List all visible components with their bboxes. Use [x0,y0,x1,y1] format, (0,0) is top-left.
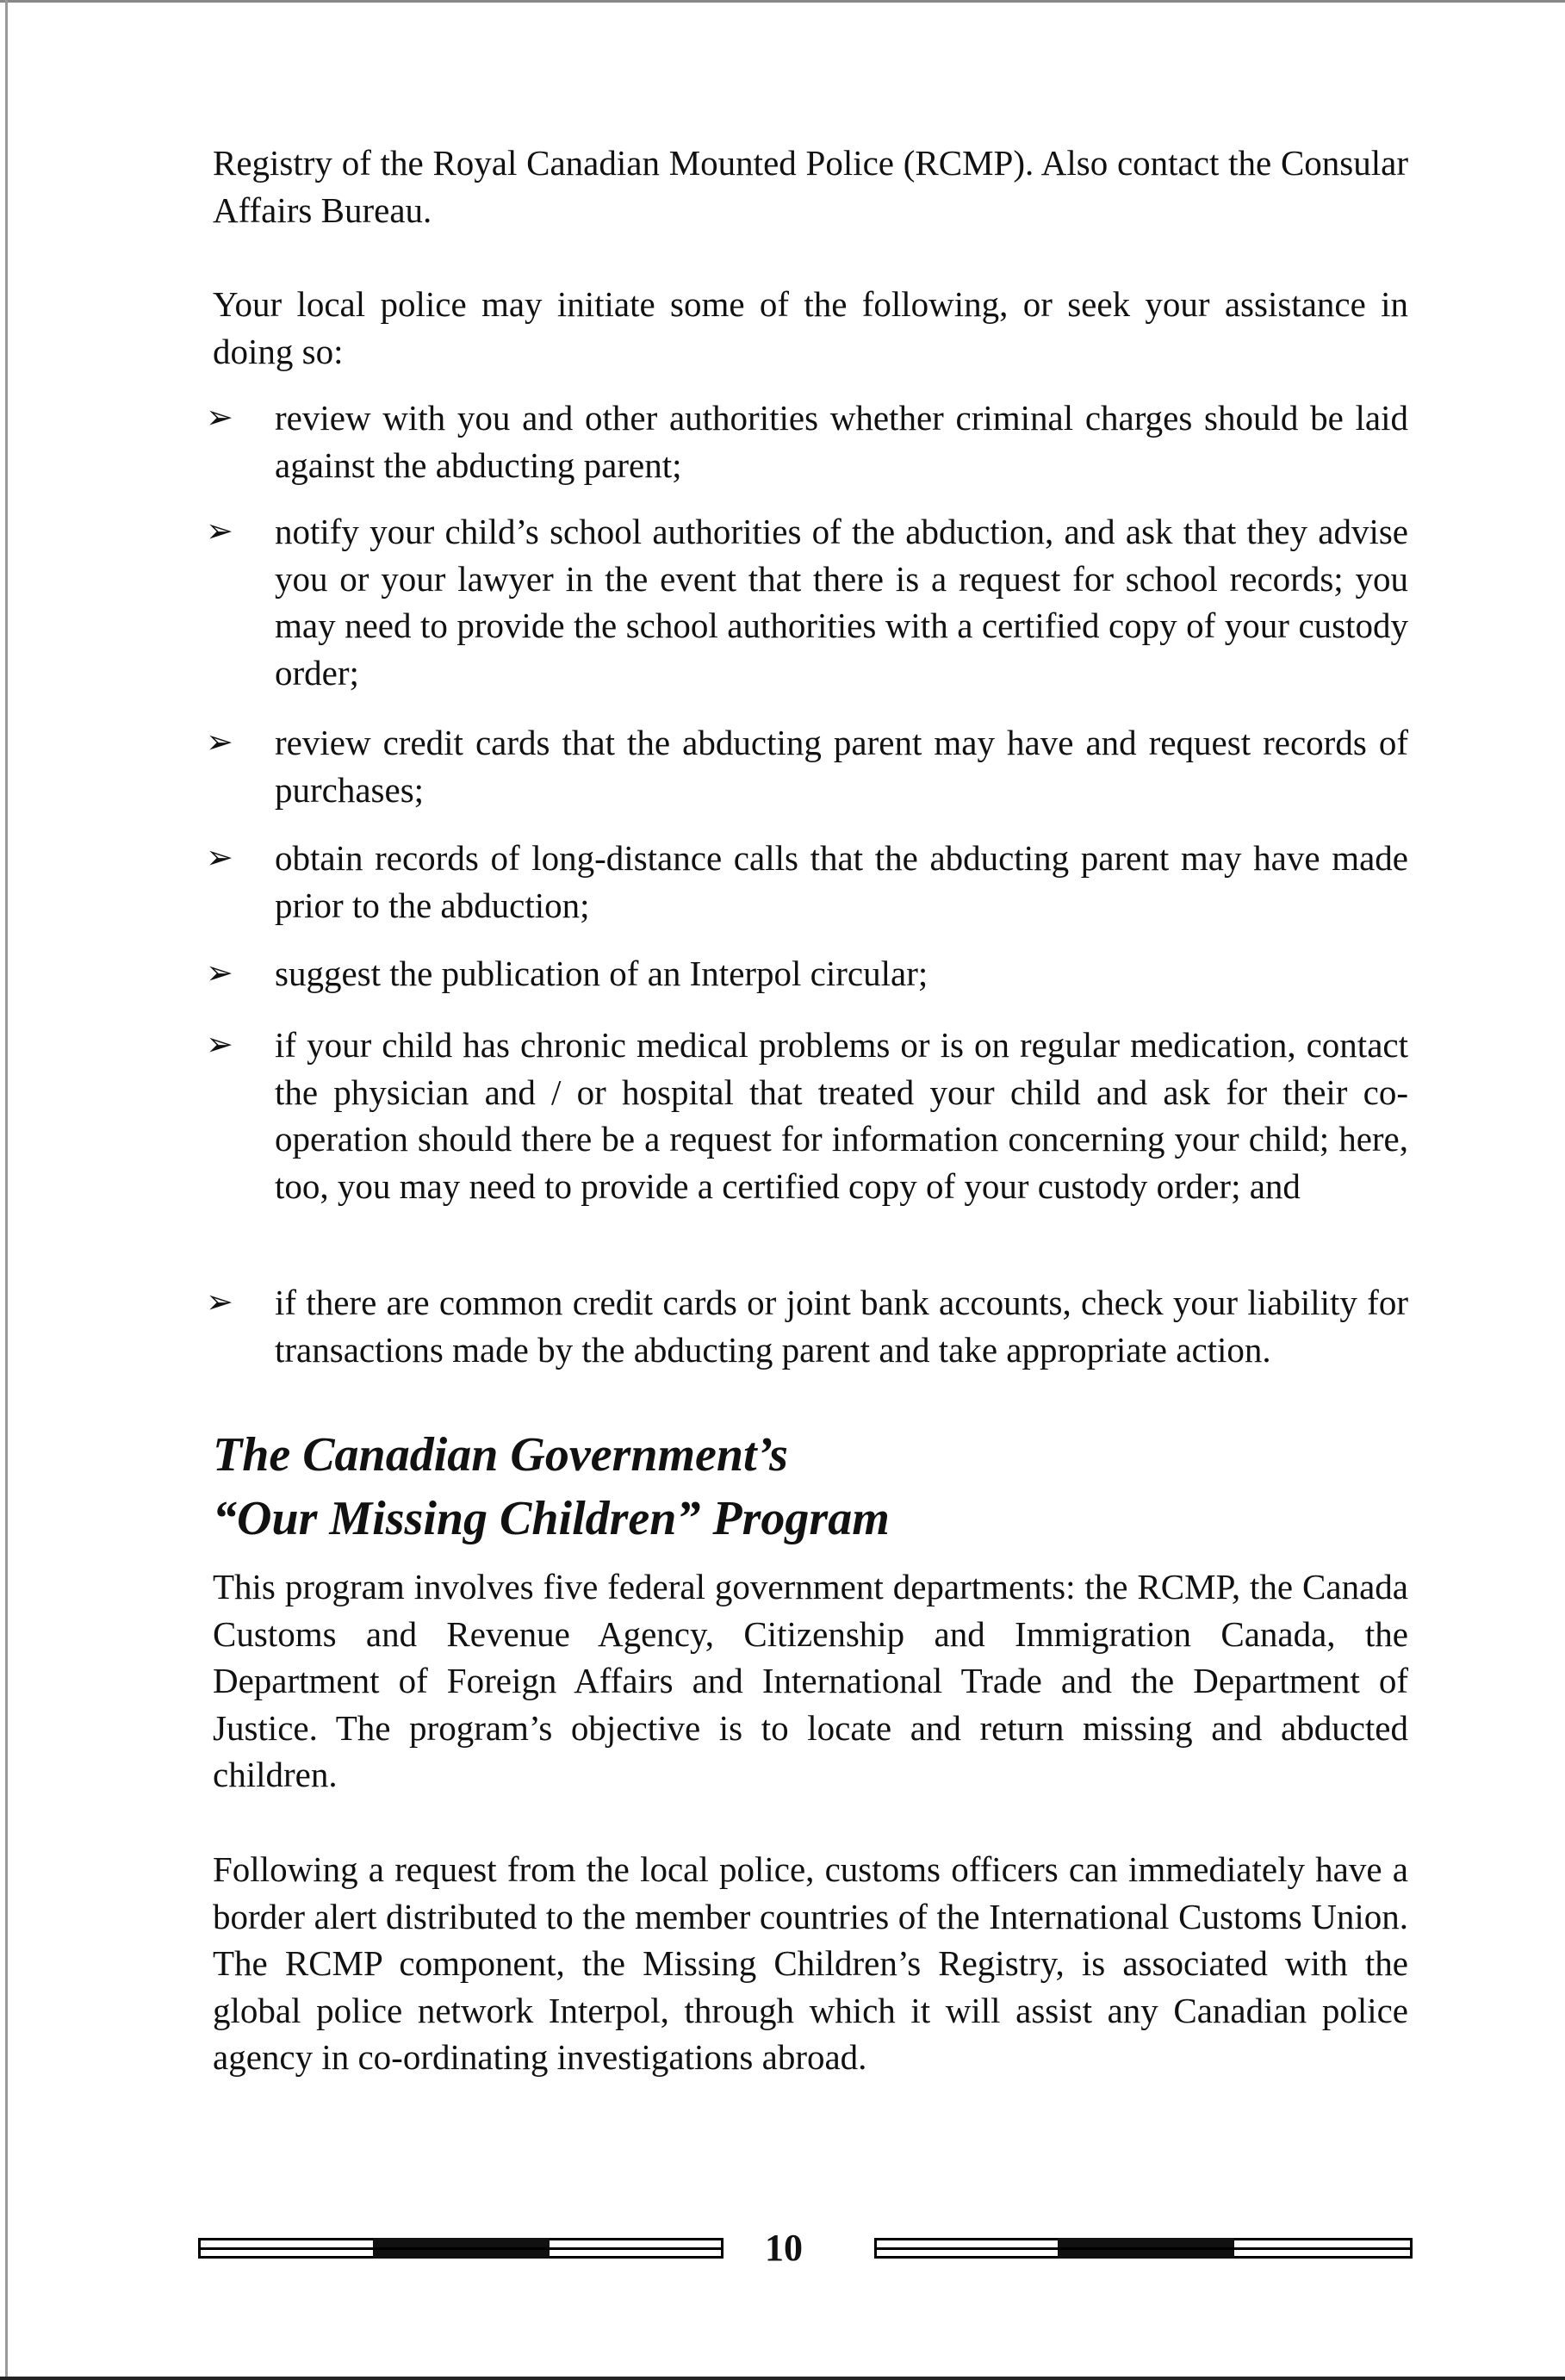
scan-edge-bottom [0,2377,1565,2380]
page-number: 10 [765,2227,803,2269]
arrowhead-bullet-icon: ➢ [206,1284,233,1320]
bullet-item [206,508,1408,696]
bullet-text: review credit cards that the abducting parent may have and request records of purchases; [275,723,1408,810]
bullet-text: review with you and other authorities whether criminal charges should be laid against the abducting parent; [275,398,1408,485]
footer-rule-right [874,2238,1413,2259]
arrowhead-bullet-icon: ➢ [206,955,233,991]
bullet-text: obtain records of long-distance calls that the abducting parent may have made prior to the abduction; [275,838,1408,925]
bullet-text: if your child has chronic medical problems or is on regular medication, contact the physician and / or hospital that treated your child and ask for their co-operation should there be a request for information concerning your child; here, too, you may need to provide a certified copy of your custody order; and [275,1025,1408,1206]
arrowhead-bullet-icon: ➢ [206,724,233,761]
bullet-item [206,950,1408,997]
page-footer [0,2227,1565,2269]
bullet-item [206,1279,1408,1373]
arrowhead-bullet-icon: ➢ [206,400,233,436]
footer-rule-left [198,2238,724,2259]
arrowhead-bullet-icon: ➢ [206,840,233,876]
bullet-text: suggest the publication of an Interpol circular; [275,954,928,993]
arrowhead-bullet-icon: ➢ [206,513,233,550]
paragraph-border-alert: Following a request from the local police, customs officers can immediately have a border alert distributed to the member countries of the International Customs Union. The RCMP component, the Missing Children’s Registry, is associated with the global police network Interpol, through which it will assist any Canadian police agency in co-ordinating investigations abroad. [213,1849,1408,2078]
heading-line-1: The Canadian Government’s [213,1428,788,1482]
bullet-text: if there are common credit cards or joint bank accounts, check your liability for transactions made by the abducting parent and take appropriate action. [275,1283,1408,1370]
bullet-item [206,835,1408,929]
bullet-text: notify your child’s school authorities of the abduction, and ask that they advise you or your lawyer in the event that there is a request for school records; you may need to provide the school authorities with a certified copy of your custody order; [275,512,1408,693]
paragraph-local-police: Your local police may initiate some of the following, or seek your assistance in doing so: [213,284,1408,371]
scan-edge-top [0,0,1565,3]
bullet-item [206,1022,1408,1209]
bullet-item [206,719,1408,813]
paragraph-program: This program involves five federal government departments: the RCMP, the Canada Customs and Revenue Agency, Citizenship and Immigration Canada, the Department of Foreign Affairs and International Trade and the Department of Justice. The program’s objective is to locate and return missing and abducted children. [213,1567,1408,1795]
heading-line-2: “Our Missing Children” Program [213,1492,890,1545]
paragraph-registry: Registry of the Royal Canadian Mounted Police (RCMP). Also contact the Consular Affairs Bureau. [213,143,1408,230]
scan-edge-left [5,0,8,2380]
bullet-item [206,395,1408,488]
section-heading [213,1423,1332,1550]
arrowhead-bullet-icon: ➢ [206,1027,233,1063]
